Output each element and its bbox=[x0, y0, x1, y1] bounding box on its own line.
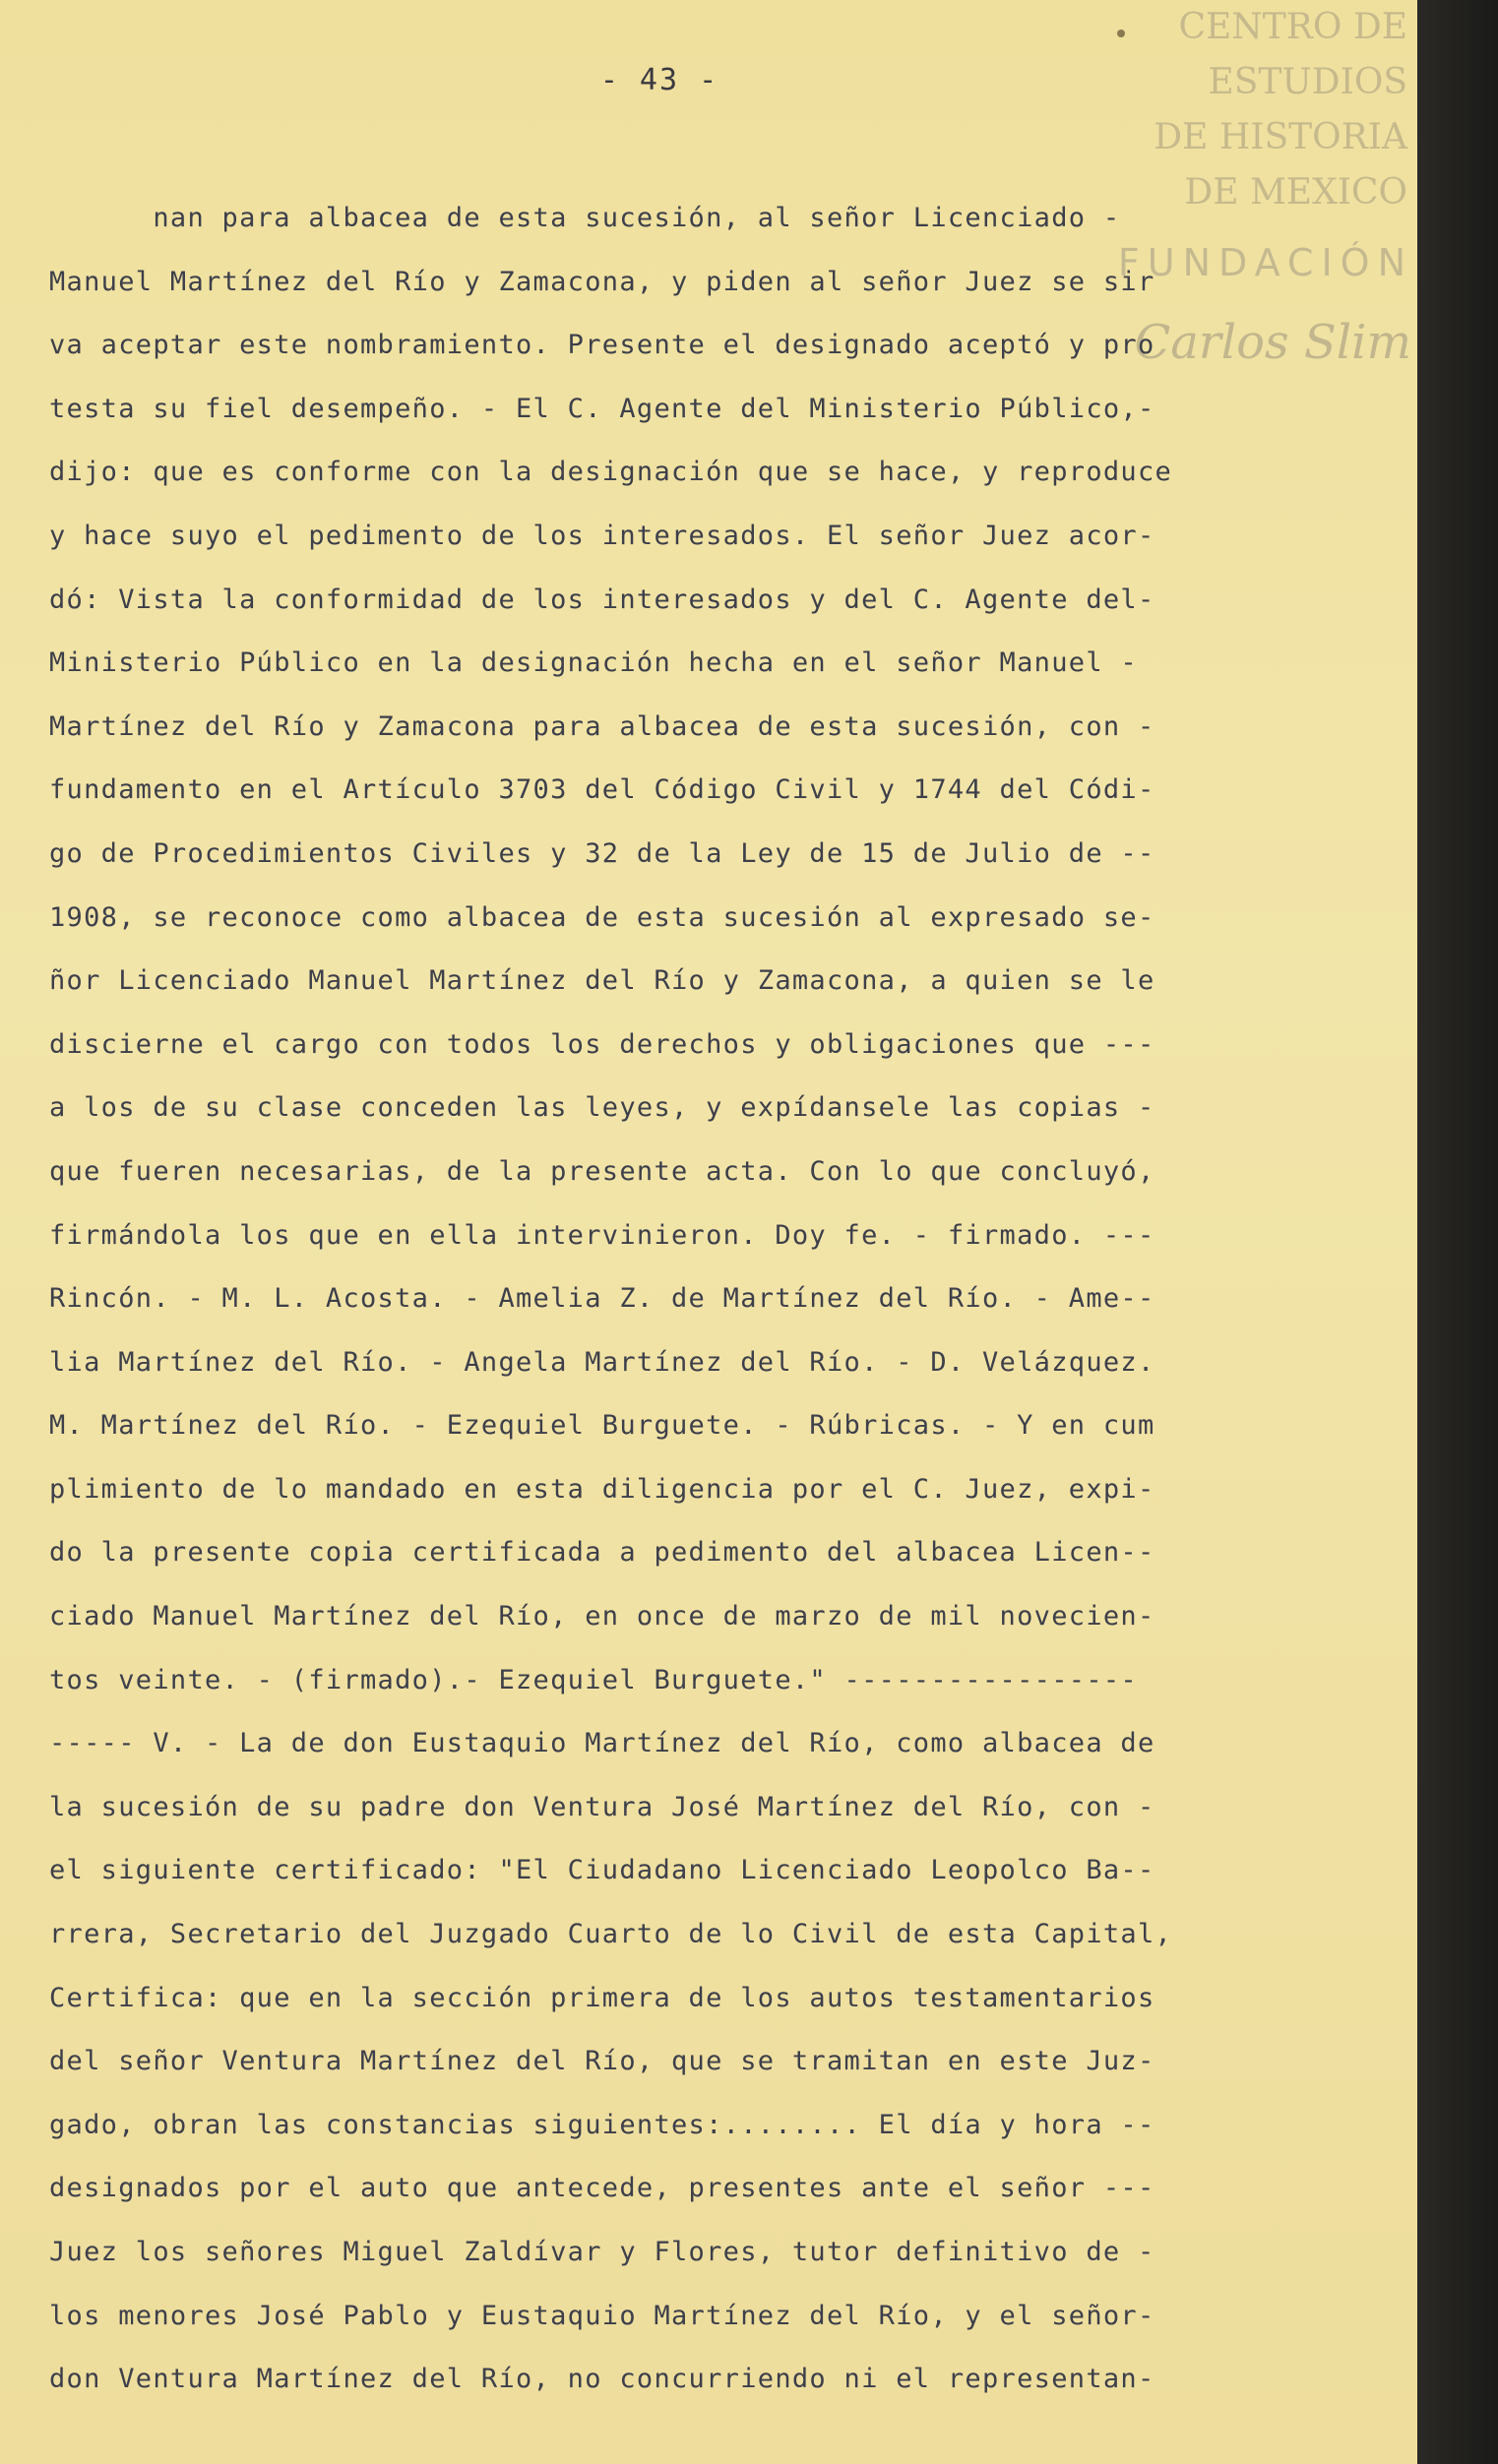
text-line: ----- V. - La de don Eustaquio Martínez del Río, como albacea de bbox=[49, 1728, 1155, 1759]
text-line: do la presente copia certificada a pedimento del albacea Licen-- bbox=[49, 1537, 1155, 1569]
text-line: Rincón. - M. L. Acosta. - Amelia Z. de Martínez del Río. - Ame-- bbox=[49, 1283, 1155, 1315]
text-line: fundamento en el Artículo 3703 del Código Civil y 1744 del Códi- bbox=[49, 774, 1155, 806]
watermark-signature: Carlos Slim bbox=[1134, 315, 1411, 370]
text-line: discierne el cargo con todos los derechos y obligaciones que --- bbox=[49, 1028, 1155, 1060]
text-line: nan para albacea de esta sucesión, al señor Licenciado - bbox=[49, 203, 1121, 233]
text-line: los menores José Pablo y Eustaquio Martínez del Río, y el señor- bbox=[49, 2300, 1155, 2331]
typed-text-body bbox=[49, 187, 1329, 2412]
text-line: ciado Manuel Martínez del Río, en once de marzo de mil novecien- bbox=[49, 1601, 1155, 1632]
text-line: a los de su clase conceden las leyes, y expídansele las copias - bbox=[49, 1092, 1155, 1124]
scan-border bbox=[1417, 0, 1498, 2464]
text-line: va aceptar este nombramiento. Presente el designado aceptó y pro bbox=[49, 330, 1155, 361]
watermark-line: ESTUDIOS bbox=[1208, 62, 1407, 102]
text-line: Ministerio Público en la designación hecha en el señor Manuel - bbox=[49, 647, 1138, 679]
text-line: designados por el auto que antecede, presentes ante el señor --- bbox=[49, 2173, 1155, 2204]
text-line: lia Martínez del Río. - Angela Martínez del Río. - D. Velázquez. bbox=[49, 1346, 1155, 1378]
watermark-line: DE MEXICO bbox=[1184, 172, 1407, 213]
text-line: M. Martínez del Río. - Ezequiel Burguete. - Rúbricas. - Y en cum bbox=[49, 1410, 1155, 1442]
text-line: del señor Ventura Martínez del Río, que se tramitan en este Juz- bbox=[49, 2046, 1155, 2077]
text-line: 1908, se reconoce como albacea de esta sucesión al expresado se- bbox=[49, 901, 1155, 933]
text-line: Martínez del Río y Zamacona para albacea de esta sucesión, con - bbox=[49, 710, 1155, 742]
text-line: rrera, Secretario del Juzgado Cuarto de lo Civil de esta Capital, bbox=[49, 1919, 1173, 1950]
text-line: dijo: que es conforme con la designación que se hace, y reproduce bbox=[49, 457, 1173, 488]
watermark-line: CENTRO DE bbox=[1178, 7, 1407, 47]
text-line: gado, obran las constancias siguientes:........ El día y hora -- bbox=[49, 2109, 1155, 2140]
text-line: la sucesión de su padre don Ventura José Martínez del Río, con - bbox=[49, 1791, 1155, 1822]
page-number: - 43 - bbox=[599, 63, 719, 97]
text-line: testa su fiel desempeño. - El C. Agente del Ministerio Público,- bbox=[49, 393, 1155, 424]
text-line: plimiento de lo mandado en esta diligencia por el C. Juez, expi- bbox=[49, 1473, 1155, 1505]
text-line: que fueren necesarias, de la presente acta. Con lo que concluyó, bbox=[49, 1155, 1155, 1187]
text-line: Juez los señores Miguel Zaldívar y Flores, tutor definitivo de - bbox=[49, 2237, 1155, 2267]
ink-dot bbox=[1117, 30, 1125, 37]
text-line: firmándola los que en ella intervinieron. Doy fe. - firmado. --- bbox=[49, 1219, 1155, 1251]
text-line: tos veinte. - (firmado).- Ezequiel Burguete." ----------------- bbox=[49, 1664, 1138, 1695]
text-line: dó: Vista la conformidad de los interesados y del C. Agente del- bbox=[49, 584, 1155, 615]
text-line: Certifica: que en la sección primera de los autos testamentarios bbox=[49, 1982, 1155, 2013]
text-line: don Ventura Martínez del Río, no concurriendo ni el representan- bbox=[49, 2364, 1155, 2395]
text-line: el siguiente certificado: "El Ciudadano Licenciado Leopolco Ba-- bbox=[49, 1855, 1155, 1886]
text-line: go de Procedimientos Civiles y 32 de la Ley de 15 de Julio de -- bbox=[49, 837, 1155, 869]
watermark-fundacion: FUNDACIÓN bbox=[1117, 241, 1413, 284]
text-line: Manuel Martínez del Río y Zamacona, y piden al señor Juez se sir bbox=[49, 266, 1155, 297]
text-line: ñor Licenciado Manuel Martínez del Río y Zamacona, a quien se le bbox=[49, 965, 1155, 997]
text-line: y hace suyo el pedimento de los interesados. El señor Juez acor- bbox=[49, 520, 1155, 551]
watermark-line: DE HISTORIA bbox=[1154, 117, 1407, 157]
